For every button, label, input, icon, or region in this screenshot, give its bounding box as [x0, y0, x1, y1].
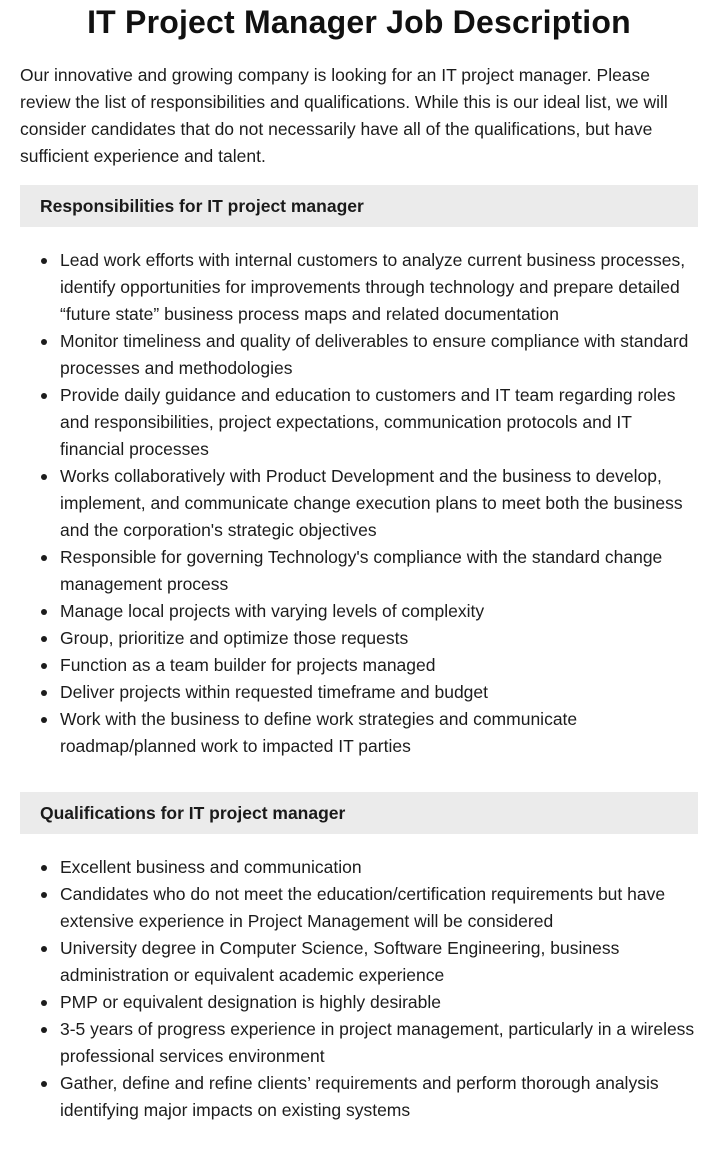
- list-item: [20, 854, 698, 881]
- bullet-icon: [41, 865, 47, 871]
- list-item: [20, 935, 698, 989]
- list-item: [20, 881, 698, 935]
- bullet-icon: [41, 258, 47, 264]
- list-item: [20, 328, 698, 382]
- list-item-text: Candidates who do not meet the education/certification requirements but have extensive experience in Project Management will be considered: [60, 884, 666, 931]
- list-item: [20, 989, 698, 1016]
- list-item-text: Monitor timeliness and quality of deliverables to ensure compliance with standard processes and methodologies: [60, 331, 689, 378]
- list-item-text: Responsible for governing Technology's compliance with the standard change management process: [60, 547, 663, 594]
- bullet-icon: [41, 474, 47, 480]
- bullet-icon: [41, 609, 47, 615]
- page-title: IT Project Manager Job Description: [87, 4, 631, 40]
- intro-paragraph: Our innovative and growing company is looking for an IT project manager. Please review the list of responsibilities and qualifications. While this is our ideal list, we will consider candidates that do not necessarily have all of the qualifications, but have sufficient experience and talent.: [20, 65, 668, 166]
- list-item: [20, 706, 698, 760]
- list-item: [20, 463, 698, 544]
- responsibilities-list: [20, 247, 698, 760]
- bullet-icon: [41, 636, 47, 642]
- list-item: [20, 544, 698, 598]
- bullet-icon: [41, 393, 47, 399]
- qualifications-list: [20, 854, 698, 1124]
- list-item-text: Excellent business and communication: [60, 857, 362, 877]
- qualifications-heading: Qualifications for IT project manager: [20, 792, 698, 834]
- bullet-icon: [41, 690, 47, 696]
- list-item-text: 3-5 years of progress experience in project management, particularly in a wireless professional services environment: [60, 1019, 695, 1066]
- list-item-text: Deliver projects within requested timeframe and budget: [60, 682, 488, 702]
- list-item-text: Gather, define and refine clients’ requirements and perform thorough analysis identifying major impacts on existing systems: [60, 1073, 659, 1120]
- bullet-icon: [41, 1081, 47, 1087]
- list-item: [20, 247, 698, 328]
- responsibilities-heading: Responsibilities for IT project manager: [20, 185, 698, 227]
- list-item: [20, 1016, 698, 1070]
- list-item: [20, 598, 698, 625]
- list-item-text: PMP or equivalent designation is highly desirable: [60, 992, 442, 1012]
- list-item: [20, 679, 698, 706]
- section-spacer: [20, 760, 698, 777]
- list-item-text: Works collaboratively with Product Development and the business to develop, implement, and communicate change execution plans to meet both the business and the corporation's strategic objectives: [60, 466, 683, 540]
- list-item-text: Provide daily guidance and education to customers and IT team regarding roles and responsibilities, project expectations, communication protocols and IT financial processes: [60, 385, 676, 459]
- list-item-text: University degree in Computer Science, Software Engineering, business administration or equivalent academic experience: [60, 938, 620, 985]
- bullet-icon: [41, 663, 47, 669]
- list-item-text: Work with the business to define work strategies and communicate roadmap/planned work to impacted IT parties: [60, 709, 578, 756]
- list-item-text: Lead work efforts with internal customers to analyze current business processes, identify opportunities for improvements through technology and prepare detailed “future state” business process maps and related documentation: [60, 250, 686, 324]
- list-item-text: Group, prioritize and optimize those requests: [60, 628, 409, 648]
- bullet-icon: [41, 1000, 47, 1006]
- bullet-icon: [41, 946, 47, 952]
- list-item: [20, 382, 698, 463]
- bullet-icon: [41, 717, 47, 723]
- list-item: [20, 1070, 698, 1124]
- bullet-icon: [41, 892, 47, 898]
- list-item: [20, 652, 698, 679]
- list-item-text: Manage local projects with varying levels of complexity: [60, 601, 485, 621]
- list-item-text: Function as a team builder for projects managed: [60, 655, 436, 675]
- bullet-icon: [41, 555, 47, 561]
- bullet-icon: [41, 1027, 47, 1033]
- list-item: [20, 625, 698, 652]
- bullet-icon: [41, 339, 47, 345]
